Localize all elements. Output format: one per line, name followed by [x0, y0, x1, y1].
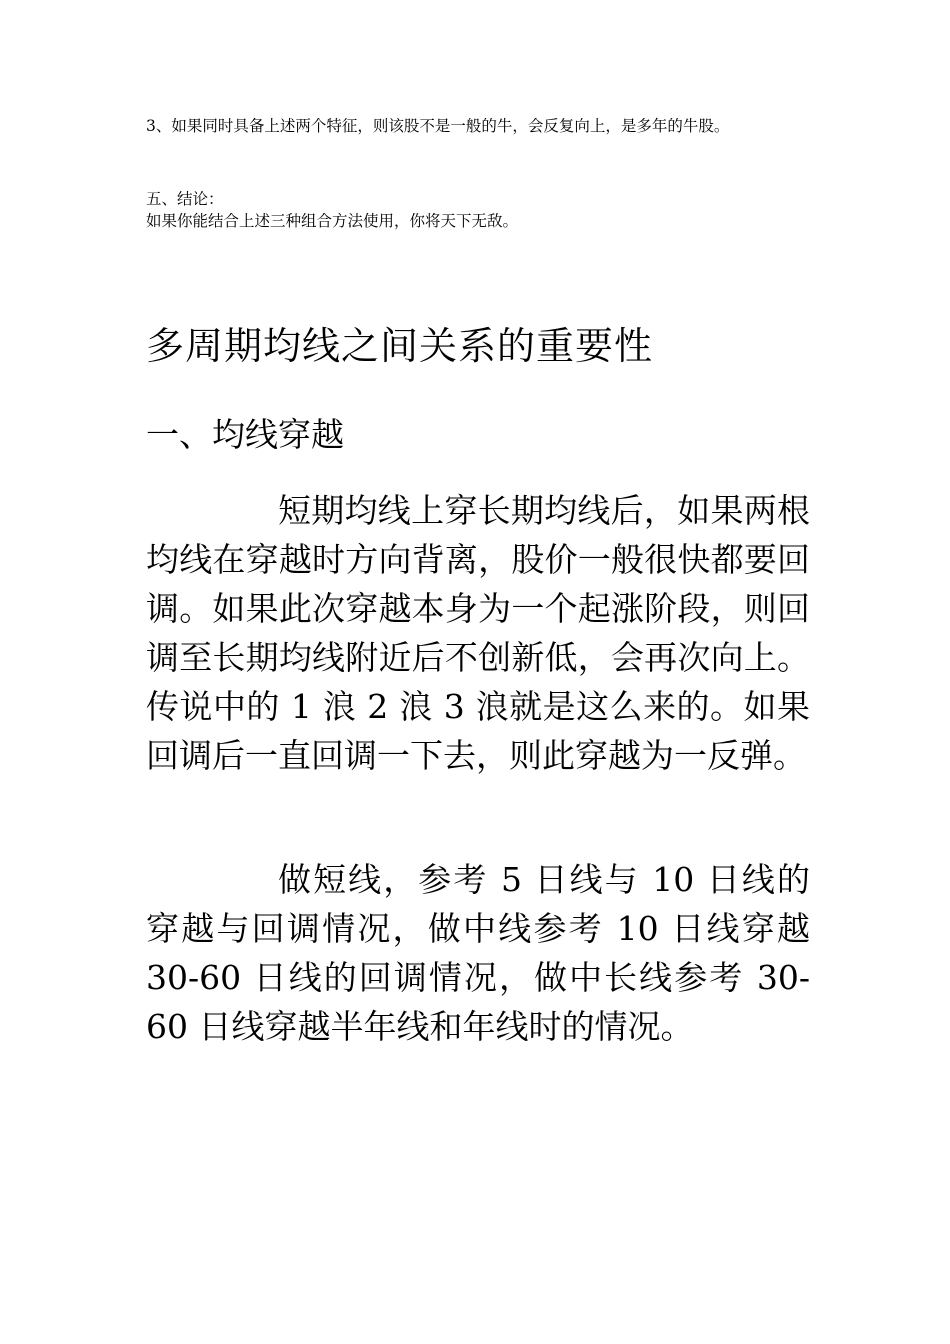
section-5-heading: 五、结论： [146, 190, 224, 208]
list-item-3: 3、如果同时具备上述两个特征，则该股不是一般的牛，会反复向上，是多年的牛股。 [146, 117, 730, 135]
paragraph-trading-reference: 做短线，参考 5 日线与 10 日线的穿越与回调情况，做中线参考 10 日线穿越 30-60 日线的回调情况，做中长线参考 30-60 日线穿越半年线和年线时的情况。 [146, 860, 810, 1046]
conclusion-text: 如果你能结合上述三种组合方法使用，你将天下无敌。 [146, 212, 519, 230]
paragraph-ma-crossover: 短期均线上穿长期均线后，如果两根均线在穿越时方向背离，股价一般很快都要回调。如果此次穿越本身为一个起涨阶段，则回调至长期均线附近后不创新低，会再次向上。传说中的 1 浪 2 浪 3 浪就是这么来的。如果回调后一直回调一下去，则此穿越为一反弹。 [146, 491, 810, 775]
page-title: 多周期均线之间关系的重要性 [146, 324, 654, 368]
section-1-heading: 一、均线穿越 [146, 415, 344, 454]
